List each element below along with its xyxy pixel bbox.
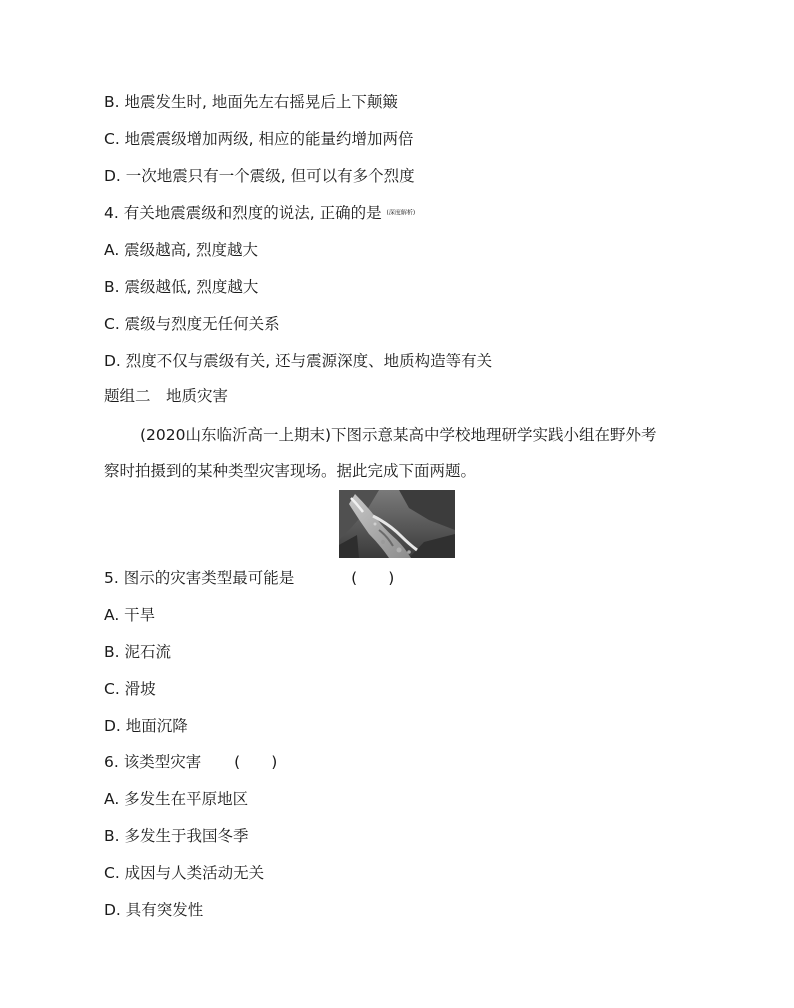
intro-line-1: (2020山东临沂高一上期末)下图示意某高中学校地理研学实践小组在野外考 <box>140 426 657 444</box>
q5-option-c: C. 滑坡 <box>104 680 156 698</box>
intro-line-2: 察时拍摄到的某种类型灾害现场。据此完成下面两题。 <box>104 462 477 480</box>
q6-option-b: B. 多发生于我国冬季 <box>104 827 249 845</box>
q4-option-b: B. 震级越低, 烈度越大 <box>104 278 259 296</box>
q4-stem: 4. 有关地震震级和烈度的说法, 正确的是 <box>104 204 382 222</box>
q6-option-a: A. 多发生在平原地区 <box>104 790 249 808</box>
q6-option-c: C. 成因与人类活动无关 <box>104 864 265 882</box>
q4-option-a: A. 震级越高, 烈度越大 <box>104 241 259 259</box>
landslide-photo <box>339 490 455 558</box>
q4-option-d: D. 烈度不仅与震级有关, 还与震源深度、地质构造等有关 <box>104 352 493 370</box>
q3-option-d: D. 一次地震只有一个震级, 但可以有多个烈度 <box>104 167 415 185</box>
q4-stem-line <box>104 203 415 224</box>
q5-stem-line <box>104 568 394 588</box>
q5-answer-blank: ( ) <box>351 569 395 587</box>
q3-option-b: B. 地震发生时, 地面先左右摇晃后上下颠簸 <box>104 93 398 111</box>
q6-stem: 6. 该类型灾害 <box>104 753 202 771</box>
section-title: 题组二 地质灾害 <box>104 387 229 405</box>
q6-stem-line <box>104 752 277 772</box>
q6-answer-blank: ( ) <box>234 753 278 771</box>
q5-option-b: B. 泥石流 <box>104 643 171 661</box>
q5-stem: 5. 图示的灾害类型最可能是 <box>104 569 295 587</box>
q4-option-c: C. 震级与烈度无任何关系 <box>104 315 280 333</box>
q5-option-d: D. 地面沉降 <box>104 717 188 735</box>
q3-option-c: C. 地震震级增加两级, 相应的能量约增加两倍 <box>104 130 414 148</box>
q4-analysis-tag: (深度解析) <box>386 209 416 217</box>
q6-option-d: D. 具有突发性 <box>104 901 204 919</box>
q5-option-a: A. 干旱 <box>104 606 156 624</box>
